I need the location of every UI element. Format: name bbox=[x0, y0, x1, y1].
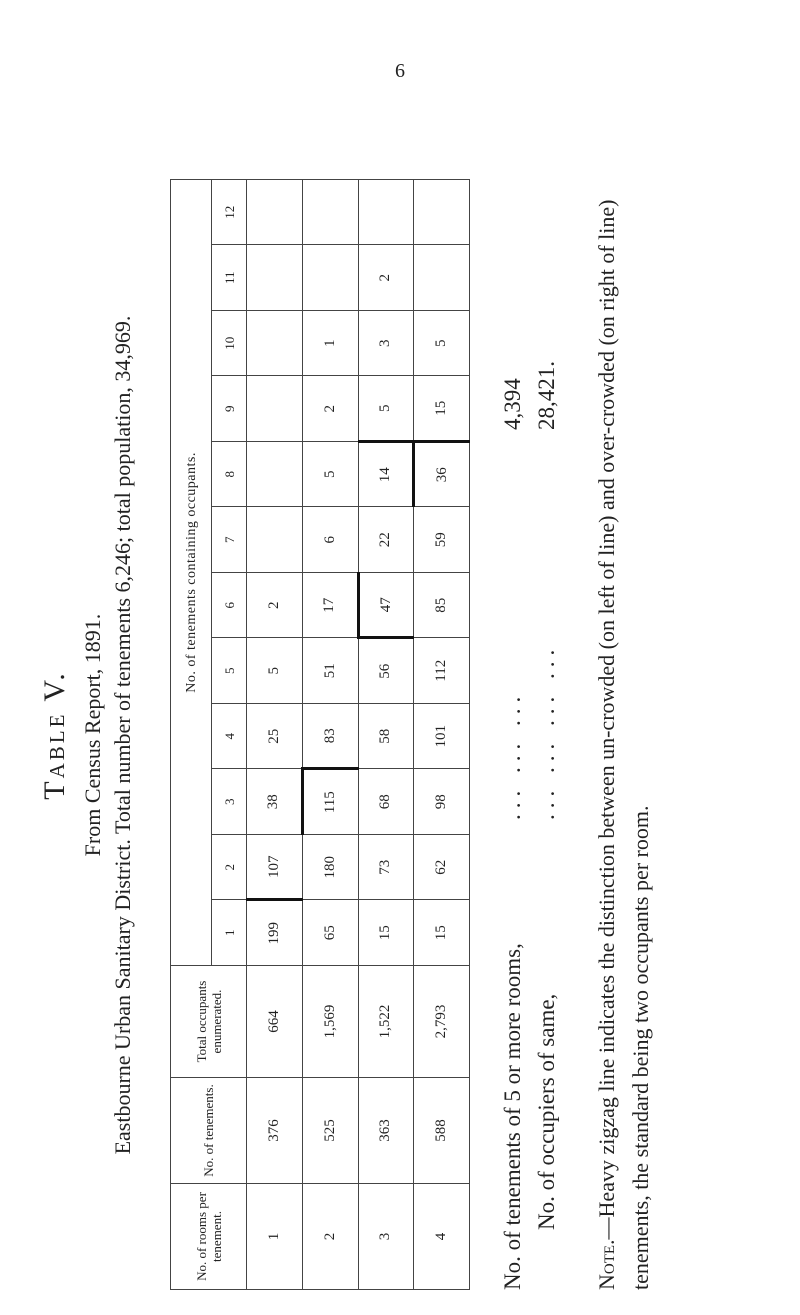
rooms-cell: 3 bbox=[358, 1184, 414, 1290]
count-cell: 56 bbox=[358, 638, 414, 704]
heading-block bbox=[30, 180, 136, 1290]
count-cell bbox=[302, 179, 358, 245]
count-cell: 62 bbox=[414, 835, 470, 901]
count-cell bbox=[247, 179, 303, 245]
count-cell: 38 bbox=[247, 769, 303, 835]
count-cell: 14 bbox=[358, 442, 414, 508]
tenements-cell: 525 bbox=[302, 1078, 358, 1184]
header-tenements-containing-occupants: No. of tenements containing occupants. bbox=[171, 179, 212, 965]
count-cell bbox=[358, 179, 414, 245]
count-cell: 65 bbox=[302, 900, 358, 966]
count-cell: 6 bbox=[302, 507, 358, 573]
count-cell bbox=[247, 245, 303, 311]
table-row bbox=[414, 179, 470, 1289]
summary-tenements-value: 4,394 bbox=[500, 378, 525, 430]
occupants-col-1: 1 bbox=[212, 900, 247, 966]
count-cell: 73 bbox=[358, 835, 414, 901]
page-number: 6 bbox=[395, 60, 405, 82]
tenements-cell: 363 bbox=[358, 1078, 414, 1184]
count-cell: 98 bbox=[414, 769, 470, 835]
occupants-col-8: 8 bbox=[212, 442, 247, 508]
count-cell: 2 bbox=[358, 245, 414, 311]
summary-row-tenements bbox=[500, 180, 534, 1290]
header-rooms-per-tenement: No. of rooms per tenement. bbox=[171, 1184, 247, 1290]
summary-tenements-label: No. of tenements of 5 or more rooms, bbox=[500, 943, 525, 1290]
count-cell bbox=[247, 442, 303, 508]
note bbox=[590, 180, 658, 1290]
count-cell: 25 bbox=[247, 704, 303, 770]
count-cell: 59 bbox=[414, 507, 470, 573]
count-cell: 5 bbox=[414, 311, 470, 377]
count-cell: 36 bbox=[414, 442, 470, 508]
count-cell bbox=[302, 245, 358, 311]
count-cell: 51 bbox=[302, 638, 358, 704]
summary-occupiers-dots: ... ... ... ... bbox=[534, 643, 559, 820]
occupants-col-4: 4 bbox=[212, 704, 247, 770]
occupants-col-5: 5 bbox=[212, 638, 247, 704]
occupants-col-3: 3 bbox=[212, 769, 247, 835]
count-cell: 5 bbox=[247, 638, 303, 704]
rotated-page-content bbox=[30, 120, 770, 1290]
occupants-cell: 664 bbox=[247, 966, 303, 1078]
note-label: Note. bbox=[594, 1239, 619, 1290]
count-cell bbox=[247, 507, 303, 573]
count-cell: 5 bbox=[302, 442, 358, 508]
count-cell: 83 bbox=[302, 704, 358, 770]
count-cell bbox=[414, 245, 470, 311]
occupants-col-7: 7 bbox=[212, 507, 247, 573]
census-table bbox=[170, 179, 470, 1290]
count-cell: 112 bbox=[414, 638, 470, 704]
summary-occupiers-label: No. of occupiers of same, bbox=[534, 993, 559, 1230]
table-row bbox=[247, 179, 303, 1289]
count-cell: 68 bbox=[358, 769, 414, 835]
count-cell: 5 bbox=[358, 376, 414, 442]
count-cell: 107 bbox=[247, 835, 303, 901]
occupants-cell: 1,569 bbox=[302, 966, 358, 1078]
header-total-occupants: Total occupants enumerated. bbox=[171, 966, 247, 1078]
count-cell: 15 bbox=[414, 900, 470, 966]
count-cell: 58 bbox=[358, 704, 414, 770]
rooms-cell: 4 bbox=[414, 1184, 470, 1290]
subtitle: From Census Report, 1891. bbox=[80, 613, 105, 857]
note-text: —Heavy zigzag line indicates the distinction between un-crowded (on left of line) and over-crowded (on right of line) tenements, the standard being two occupants per room. bbox=[594, 199, 653, 1290]
rooms-cell: 2 bbox=[302, 1184, 358, 1290]
count-cell: 2 bbox=[302, 376, 358, 442]
count-cell bbox=[247, 376, 303, 442]
count-cell: 2 bbox=[247, 573, 303, 639]
count-cell: 1 bbox=[302, 311, 358, 377]
count-cell: 47 bbox=[358, 573, 414, 639]
table-row bbox=[358, 179, 414, 1289]
tenements-cell: 588 bbox=[414, 1078, 470, 1184]
summary-occupiers-value: 28,421. bbox=[534, 361, 559, 430]
count-cell: 17 bbox=[302, 573, 358, 639]
summary-block bbox=[500, 180, 568, 1290]
count-cell: 115 bbox=[302, 769, 358, 835]
count-cell: 15 bbox=[358, 900, 414, 966]
count-cell: 101 bbox=[414, 704, 470, 770]
occupants-col-10: 10 bbox=[212, 311, 247, 377]
count-cell: 85 bbox=[414, 573, 470, 639]
table-row bbox=[302, 179, 358, 1289]
occupants-col-9: 9 bbox=[212, 376, 247, 442]
occupants-col-6: 6 bbox=[212, 573, 247, 639]
count-cell: 199 bbox=[247, 900, 303, 966]
description: Eastbourne Urban Sanitary District. Total number of tenements 6,246; total population, 34,969. bbox=[110, 315, 135, 1155]
rooms-cell: 1 bbox=[247, 1184, 303, 1290]
summary-row-occupiers bbox=[534, 180, 568, 1290]
occupants-cell: 2,793 bbox=[414, 966, 470, 1078]
summary-tenements-dots: ... ... ... bbox=[500, 690, 525, 820]
count-cell bbox=[414, 179, 470, 245]
count-cell: 22 bbox=[358, 507, 414, 573]
occupants-col-2: 2 bbox=[212, 835, 247, 901]
tenements-cell: 376 bbox=[247, 1078, 303, 1184]
count-cell bbox=[247, 311, 303, 377]
count-cell: 180 bbox=[302, 835, 358, 901]
table-title: Table V. bbox=[38, 670, 71, 800]
occupants-cell: 1,522 bbox=[358, 966, 414, 1078]
occupants-col-12: 12 bbox=[212, 179, 247, 245]
count-cell: 15 bbox=[414, 376, 470, 442]
count-cell: 3 bbox=[358, 311, 414, 377]
occupants-col-11: 11 bbox=[212, 245, 247, 311]
header-no-of-tenements: No. of tenements. bbox=[171, 1078, 247, 1184]
